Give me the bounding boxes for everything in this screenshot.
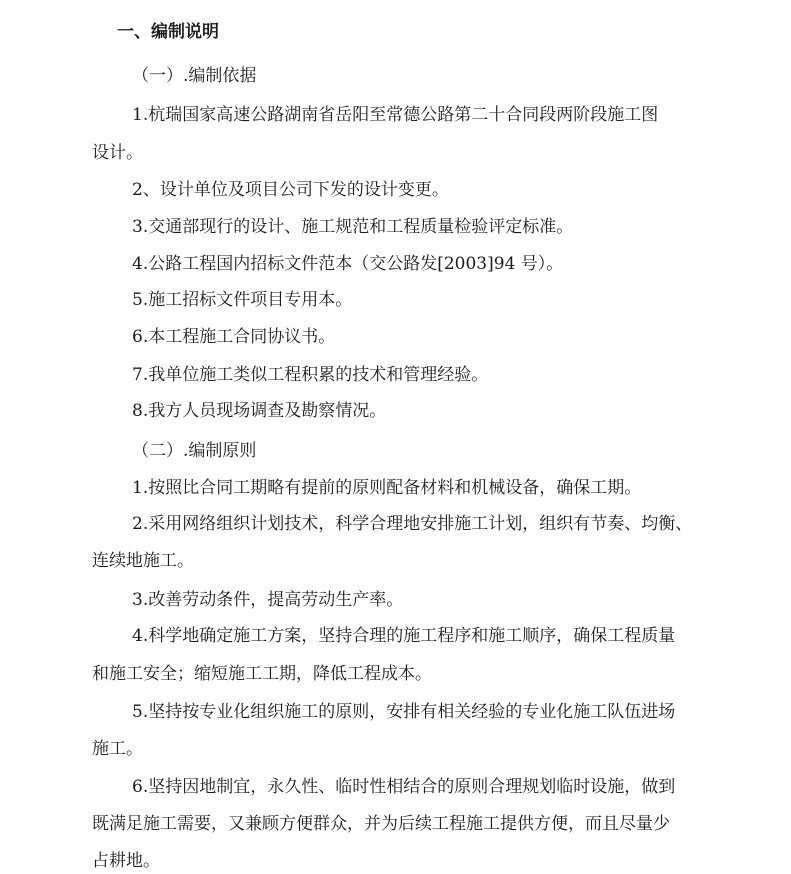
principle-item-2-line-2: 连续地施工。 [92, 551, 194, 571]
principle-item-4-line-2: 和施工安全；缩短施工工期，降低工程成本。 [92, 664, 432, 684]
subsection-title-basis: （一）.编制依据 [132, 66, 257, 86]
basis-item-4: 4.公路工程国内招标文件范本（交公路发[2003]94 号）。 [132, 254, 564, 274]
basis-item-6: 6.本工程施工合同协议书。 [132, 327, 336, 347]
basis-item-5: 5.施工招标文件项目专用本。 [132, 290, 353, 310]
principle-item-1: 1.按照比合同工期略有提前的原则配备材料和机械设备，确保工期。 [132, 478, 642, 498]
principle-item-3: 3.改善劳动条件，提高劳动生产率。 [132, 590, 404, 610]
principle-item-4-line-1: 4.科学地确定施工方案，坚持合理的施工程序和施工顺序，确保工程质量 [132, 626, 676, 646]
principle-item-2-line-1: 2.采用网络组织计划技术，科学合理地安排施工计划，组织有节奏、均衡、 [132, 514, 693, 534]
principle-item-5-line-2: 施工。 [92, 739, 143, 759]
subsection-title-principles: （二）.编制原则 [132, 441, 257, 461]
principle-item-5-line-1: 5.坚持按专业化组织施工的原则，安排有相关经验的专业化施工队伍进场 [132, 702, 676, 722]
principle-item-6-line-2: 既满足施工需要，又兼顾方便群众，并为后续工程施工提供方便，而且尽量少 [92, 814, 670, 834]
principle-item-6-line-3: 占耕地。 [92, 851, 160, 871]
principle-item-6-line-1: 6.坚持因地制宜，永久性、临时性相结合的原则合理规划临时设施，做到 [132, 777, 676, 797]
basis-item-1-line-2: 设计。 [92, 143, 143, 163]
section-heading: 一、编制说明 [117, 22, 219, 42]
basis-item-2: 2、设计单位及项目公司下发的设计变更。 [132, 180, 449, 200]
basis-item-7: 7.我单位施工类似工程积累的技术和管理经验。 [132, 365, 489, 385]
basis-item-8: 8.我方人员现场调查及勘察情况。 [132, 401, 387, 421]
basis-item-1-line-1: 1.杭瑞国家高速公路湖南省岳阳至常德公路第二十合同段两阶段施工图 [132, 105, 659, 125]
basis-item-3: 3.交通部现行的设计、施工规范和工程质量检验评定标准。 [132, 217, 574, 237]
